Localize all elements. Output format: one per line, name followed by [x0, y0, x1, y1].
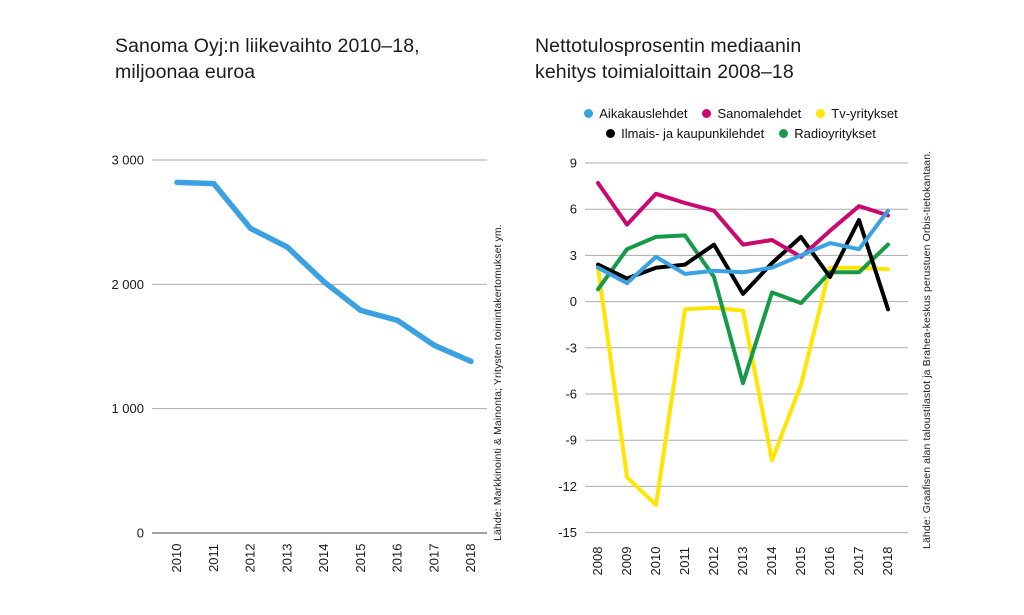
series-line-liikevaihto — [177, 182, 471, 361]
x-tick-label: 2017 — [851, 546, 866, 576]
x-tick-label: 2014 — [316, 543, 331, 573]
x-tick-label: 2016 — [389, 543, 405, 573]
x-tick-label: 2011 — [677, 547, 692, 575]
x-tick-label: 2017 — [426, 543, 442, 573]
net-profit-chart-source-note: Lähde: Graafisen alan taloustilastot ja Brahea-keskus perustuen Orbis-tietokantaan. — [921, 150, 933, 549]
x-tick-label: 2013 — [735, 546, 750, 576]
x-tick-label: 2015 — [352, 543, 368, 573]
series-line-ilmais-ja-kaupunkilehdet — [598, 220, 888, 309]
x-tick-label: 2010 — [169, 543, 184, 573]
x-tick-label: 2009 — [619, 546, 634, 576]
revenue-chart-title-line2: miljoonaa euroa — [115, 60, 256, 83]
y-tick-label: -12 — [558, 478, 577, 494]
x-tick-label: 2011 — [205, 544, 221, 572]
x-tick-label: 2013 — [279, 543, 295, 573]
x-tick-label: 2018 — [880, 546, 895, 576]
y-tick-label: 0 — [569, 294, 577, 310]
x-tick-label: 2012 — [242, 543, 258, 573]
y-tick-label: 6 — [569, 201, 577, 217]
legend-label-tv-yritykset: Tv-yritykset — [831, 106, 898, 121]
x-tick-label: 2010 — [648, 546, 663, 576]
y-tick-label: 2 000 — [111, 276, 144, 292]
y-tick-label: 9 — [569, 155, 577, 171]
revenue-chart-title-line1: Sanoma Oyj:n liikevaihto 2010–18, — [115, 35, 420, 57]
legend-label-radioyritykset: Radioyritykset — [794, 126, 876, 141]
y-tick-label: 3 000 — [111, 152, 144, 168]
y-tick-label: 0 — [136, 525, 144, 541]
net-profit-chart-title-line1: Nettotulosprosentin mediaanin — [535, 35, 802, 57]
revenue-chart — [111, 153, 487, 573]
x-tick-label: 2014 — [764, 546, 779, 576]
y-tick-label: -15 — [558, 525, 577, 541]
x-tick-label: 2018 — [463, 543, 478, 573]
y-tick-label: 1 000 — [111, 401, 144, 417]
net-profit-chart-title-line2: kehitys toimialoittain 2008–18 — [535, 60, 794, 83]
y-tick-label: -3 — [565, 340, 577, 356]
legend-label-aikakauslehdet: Aikakauslehdet — [599, 106, 688, 121]
y-tick-label: -6 — [565, 386, 577, 402]
x-tick-label: 2012 — [706, 546, 721, 576]
revenue-chart-source-note: Lähde: Markkinointi & Mainonta; Yritysten toimintakertomukset ym. — [492, 224, 504, 541]
x-tick-label: 2015 — [793, 546, 808, 576]
x-tick-label: 2008 — [590, 546, 605, 576]
legend-label-ilmais-ja-kaupunkilehdet: Ilmais- ja kaupunkilehdet — [621, 126, 765, 141]
x-tick-label: 2016 — [822, 546, 837, 576]
series-line-tv-yritykset — [598, 268, 888, 505]
y-tick-label: -9 — [565, 432, 577, 448]
y-tick-label: 3 — [569, 247, 577, 263]
net-profit-margin-chart — [558, 156, 908, 576]
legend-label-sanomalehdet: Sanomalehdet — [717, 106, 802, 121]
